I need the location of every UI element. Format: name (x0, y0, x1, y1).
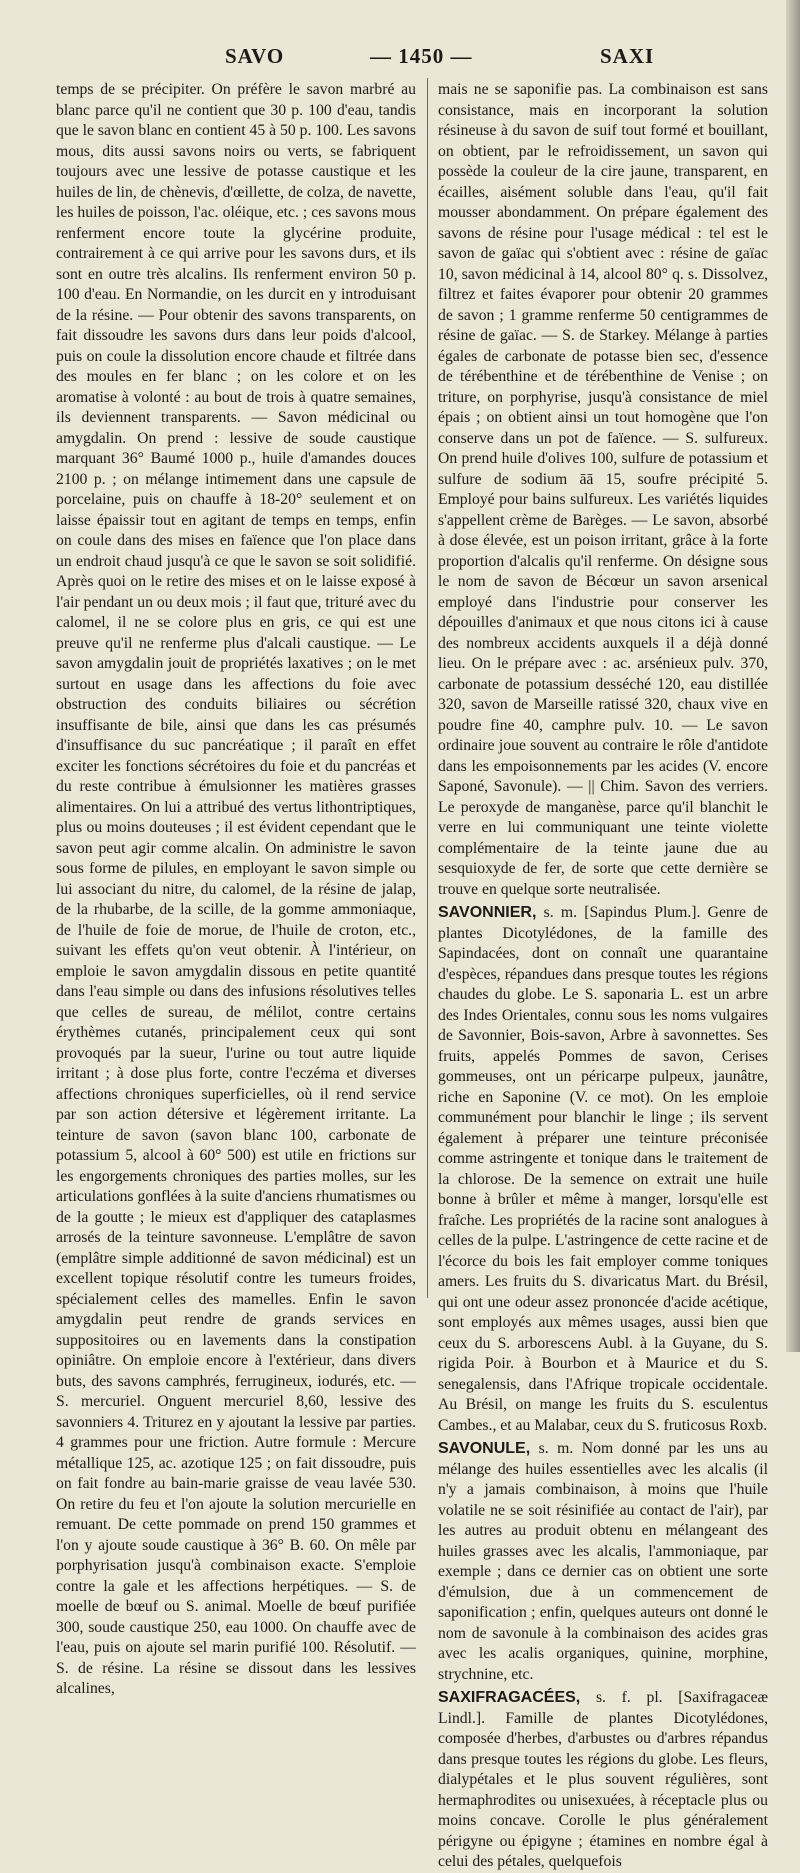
header-left-guide-word: SAVO (225, 44, 285, 68)
right-column-continuation: mais ne se saponifie pas. La combinaison est sans consistance, mais en incorporant la solution résineuse à du savon de suif tout formé et bouillant, on obtient, par le refroidissement, un savon qui possède la couleur de la cire jaune, transparent, en écailles, aisément soluble dans l'eau, qu'il fait mousser abondamment. On prépare également des savons de résine pour l'usage médical : tel est le savon de gaïac qui s'obtient avec : résine de gaïac 10, savon médicinal à 14, alcool 80° q. s. Dissolvez, filtrez et faites évaporer pour obtenir 20 grammes de savon ; 1 gramme renferme 50 centigrammes de résine de gaïac. — S. de Starkey. Mélange à parties égales de carbonate de potasse bien sec, d'essence de térébenthine et de térébenthine de Venise ; on triture, on porphyrise, jusqu'à consistance de miel épais ; on obtient ainsi un tout homogène que l'on conserve dans un pot de faïence. — S. sulfureux. On prend huile d'olives 100, sulfure de potassium et sulfure de sodium āā 15, soufre précipité 5. Employé pour bains sulfureux. Les variétés liquides s'appellent crème de Barèges. — Le savon, absorbé à dose élevée, est un poison irritant, grâce à la forte proportion d'alcalis qu'il renferme. On désigne sous le nom de savon de Bécœur un savon arsenical employé dans l'industrie pour conserver les dépouilles d'animaux et que nous citons ici à cause des nombreux accidents auxquels il a déjà donné lieu. On le prépare avec : ac. arsénieux pulv. 370, carbonate de potassium desséché 120, eau distillée 320, savon de Marseille ratissé 320, chaux vive en poudre fine 40, camphre pulv. 10. — Le savon ordinaire joue souvent au contraire le rôle d'antidote dans les empoisonnements par les acides (V. encore Saponé, Savonule). — || Chim. Savon des verriers. Le peroxyde de manganèse, parce qu'il blanchit le verre en lui communiquant une teinte violette complémentaire de la teinte jaune due au sesquioxyde de fer, de sorte que cette dernière se trouve en quelque sorte neutralisée. (438, 81, 768, 898)
entry-savonule-text: s. m. Nom donné par les uns au mélange des huiles essentielles avec les alcalis (il n'y a jamais combinaison, à moins que l'huile volatile ne se soit résinifiée au contact de l'air), par les autres au produit obtenu en mélangeant des huiles grasses avec les alcalis, l'ammoniaque, par exemple ; dans ce dernier cas on obtient une sorte d'émulsion, due à un commencement de saponification ; enfin, quelques auteurs ont donné le nom de savonule à la combinaison des acides gras avec les acalis organiques, quinine, morphine, strychnine, etc. (438, 1440, 769, 1683)
entry-saxifragacees-text: s. f. pl. [Saxifragaceæ Lindl.]. Famille de plantes Dicotylédones, composée d'herbes, d'arbustes ou d'arbres répandus dans presque toutes les régions du globe. Les fleurs, dialypétales et le plus souvent régulières, sont hermaphrodites ou unisexuées, à réceptacle plus ou moins concave. Corolle le plus généralement périgyne ou épigyne ; étamines en nombre égal à celui des pétales, quelquefois (438, 1689, 768, 1870)
column-divider (427, 78, 428, 1298)
page-number: — 1450 — (370, 44, 473, 68)
header-right-guide-word: SAXI (600, 44, 655, 68)
headword-savonule: SAVONULE, (438, 1440, 531, 1457)
right-column (438, 80, 769, 1870)
page-edge-shadow (786, 0, 800, 1352)
running-header (60, 38, 750, 74)
headword-saxifragacees: SAXIFRAGACÉES, (438, 1689, 581, 1706)
headword-savonnier: SAVONNIER, (438, 904, 537, 921)
left-column (56, 80, 416, 1697)
entry-saxifragacees (438, 1688, 768, 1873)
left-column-text: temps de se précipiter. On préfère le savon marbré au blanc parce qu'il ne contient que 30 p. 100 d'eau, tandis que le savon blanc en contient 45 à 50 p. 100. Les savons mous, dits aussi savons noirs ou verts, se fabriquent toujours avec une lessive de potasse caustique et les huiles de lin, de chènevis, d'œillette, de colza, de navette, les huiles de poisson, l'ac. oléique, etc. ; ces savons mous renferment encore toute la glycérine produite, contrairement à ce qui arrive pour les savons durs, et ils sont en outre très alcalins. Ils renferment environ 50 p. 100 d'eau. En Normandie, on les durcit en y introduisant de la résine. — Pour obtenir des savons transparents, on fait dissoudre les savons durs dans leur poids d'alcool, puis on coule la dissolution encore chaude et filtrée dans des moules en fer blanc ; on les colore et on les aromatise à volonté : au bout de trois à quatre semaines, ils deviennent transparents. — Savon médicinal ou amygdalin. On prend : lessive de soude caustique marquant 36° Baumé 1000 p., huile d'amandes douces 2100 p. ; on mélange intimement dans une capsule de porcelaine, puis on chauffe à 18-20° seulement et on laisse épaissir tout en agitant de temps en temps, enfin on coule dans des mises en faïence que l'on place dans un endroit chaud jusqu'à ce que le savon se soit solidifié. Après quoi on le retire des mises et on le laisse exposé à l'air pendant un ou deux mois ; il faut que, trituré avec du calomel, il ne se colore plus en gris, ce qui est une preuve qu'il ne renferme plus d'alcali caustique. — Le savon amygdalin jouit de propriétés laxatives ; on le met surtout en usage dans les affections du foie avec obstruction des conduits biliaires ou sécrétion insuffisante de bile, ainsi que dans les cas présumés d'insuffisance du suc pancréatique ; il paraît en effet exciter les fonctions sécrétoires du foie et du pancréas et du reste contribue à émulsionner les matières grasses alimentaires. On lui a attribué des vertus lithontriptiques, plus ou moins douteuses ; il est évident cependant que le savon peut agir comme alcalin. On administre le savon sous forme de pilules, en employant le savon simple ou lui associant du nitre, du calomel, de la résine de jalap, de la rhubarbe, de la scille, de la gomme ammoniaque, de l'huile de foie de morue, de l'huile de croton, etc., suivant les effets qu'on veut obtenir. À l'intérieur, on emploie le savon amygdalin dissous en petite quantité dans l'eau simple ou dans des infusions résolutives telles que celles de sureau, de mélilot, contre certains érythèmes cutanés, principalement ceux qui sont provoqués par la sueur, l'urine ou tout autre liquide irritant ; à dose plus forte, contre l'eczéma et diverses affections chroniques superficielles, où il rend service par son action détersive et légèrement irritante. La teinture de savon (savon blanc 100, carbonate de potassium 5, alcool à 60° 500) est utile en frictions sur les engorgements chroniques des parties molles, sur les articulations gonflées à la suite d'anciens rhumatismes ou de la goutte ; le mieux est d'appliquer des cataplasmes arrosés de la teinture savonneuse. L'emplâtre de savon (emplâtre simple additionné de savon médicinal) est un excellent topique résolutif contre les tumeurs froides, spécialement celles des mamelles. Enfin le savon amygdalin peut rendre de grands services en suppositoires ou en lavements dans la constipation opiniâtre. On emploie encore à l'extérieur, dans divers buts, des savons camphrés, ferrugineux, iodurés, etc. — S. mercuriel. Onguent mercuriel 8,60, lessive des savonniers 4. Triturez en y ajoutant la lessive par parties. 4 grammes pour une friction. Autre formule : Mercure métallique 125, ac. azotique 125 ; on fait dissoudre, puis on fait fondre au bain-marie graisse de veau lavée 530. On retire du feu et l'on ajoute la solution mercurielle en remuant. De cette pommade on prend 150 grammes et l'on y ajoute soude caustique à 36° B. 60. On mêle par porphyrisation jusqu'à combinaison exacte. S'emploie contre la gale et les affections herpétiques. — S. de moelle de bœuf ou S. animal. Moelle de bœuf purifiée 300, soude caustique 250, eau 1000. On chauffe avec de l'eau, puis on ajoute sel marin purifié 100. Résolutif. — S. de résine. La résine se dissout dans les lessives alcalines, (56, 81, 416, 1697)
entry-savonule (438, 1439, 768, 1685)
entry-savonnier (438, 903, 768, 1436)
entry-savonnier-text: s. m. [Sapindus Plum.]. Genre de plantes Dicotylédones, de la famille des Sapindacées, dont on connaît une quarantaine d'espèces, répandues dans presque toutes les régions chaudes du globe. Le S. saponaria L. est un arbre des Indes Orientales, connu sous les noms vulgaires de Savonnier, Bois-savon, Arbre à savonnettes. Ses fruits, appelés Pommes de savon, Cerises gommeuses, ont un péricarpe pulpeux, jaunâtre, riche en Saponine (V. ce mot). On les emploie communément pour blanchir le linge ; ils servent également à préparer une teinture préconisée comme astringente et tonique dans le traitement de la chlorose. De la semence on extrait une huile bonne à brûler et même à manger, lorsqu'elle est fraîche. Les propriétés de la racine sont analogues à celles de la pulpe. L'astringence de cette racine et de l'écorce du bois les fait employer comme toniques amers. Les fruits du S. divaricatus Mart. du Brésil, qui ont une odeur assez prononcée d'acide acétique, sont employés aux mêmes usages, aussi bien que ceux du S. arborescens Aubl. à la Guyane, du S. rigida Poir. à Bourbon et à Maurice et du S. senegalensis, dans l'Afrique tropicale occidentale. Au Brésil, on mange les fruits du S. esculentus Cambes., et au Malabar, ceux du S. fruticosus Roxb. (438, 904, 768, 1434)
